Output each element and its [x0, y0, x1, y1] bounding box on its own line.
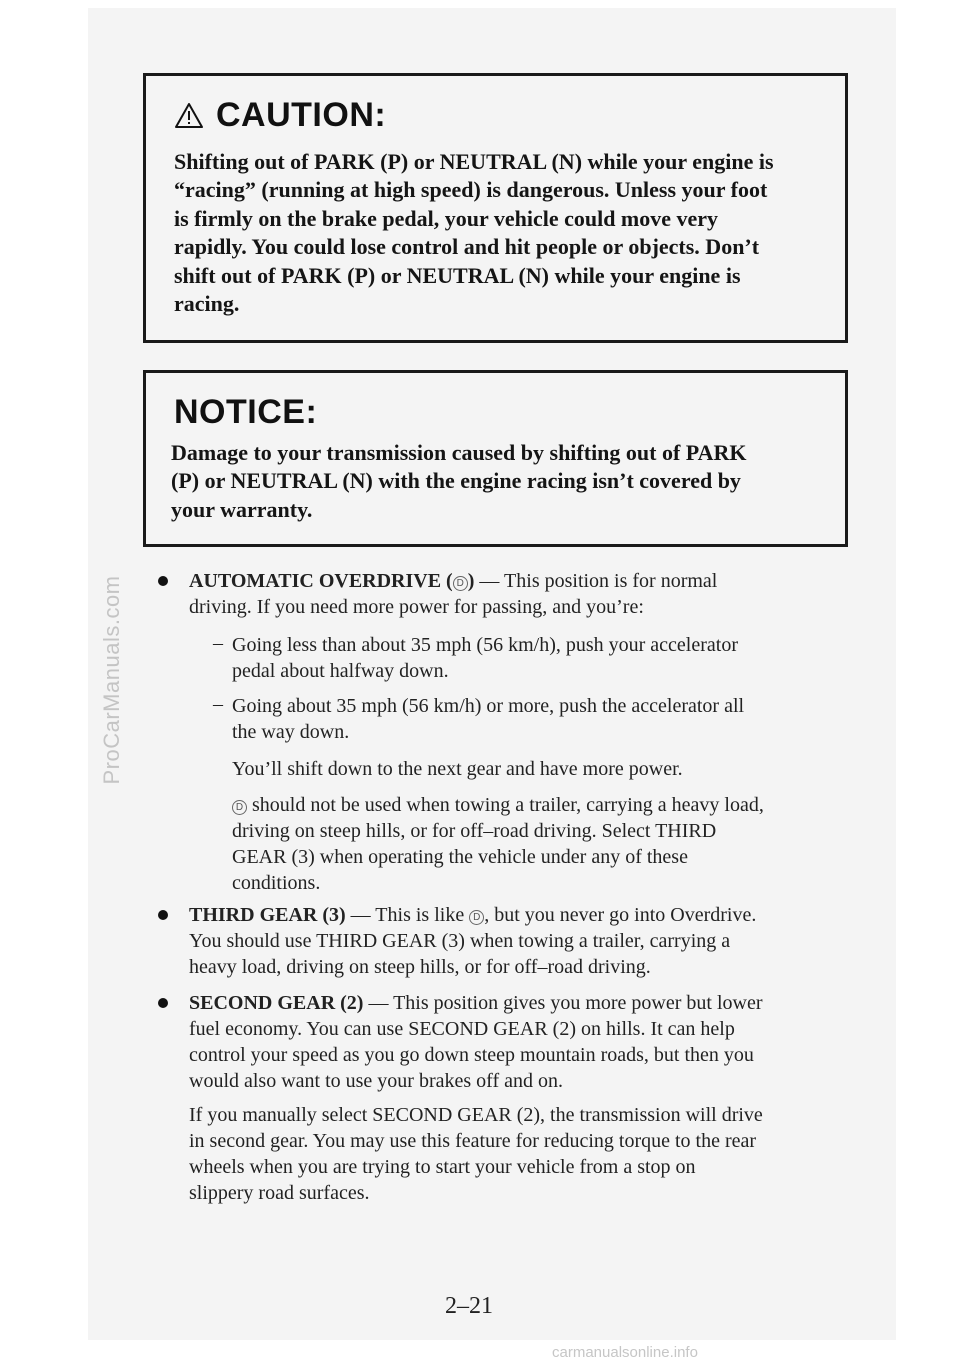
bottom-watermark: carmanualsonline.info	[552, 1344, 698, 1361]
dash-bullet: –	[213, 632, 223, 654]
overdrive-warning-rest: should not be used when towing a trailer, carrying a heavy load,	[247, 794, 764, 816]
overdrive-title-close: )	[467, 570, 475, 592]
bullet-third-gear	[158, 910, 168, 920]
third-gear-section	[189, 902, 859, 980]
notice-box	[143, 370, 848, 547]
third-gear-rest-a: — This is like	[345, 904, 470, 926]
second-gear-title: SECOND GEAR (2)	[189, 992, 364, 1014]
notice-line: your warranty.	[171, 496, 313, 522]
overdrive-d-icon: D	[453, 576, 468, 591]
warning-triangle-icon	[174, 102, 204, 129]
caution-box	[143, 73, 848, 343]
overdrive-warning-line: GEAR (3) when operating the vehicle under any of these	[232, 846, 688, 868]
notice-line: (P) or NEUTRAL (N) with the engine racing isn’t covered by	[171, 468, 741, 494]
overdrive-line1-rest: — This position is for normal	[474, 570, 718, 592]
caution-line: Shifting out of PARK (P) or NEUTRAL (N) while your engine is	[174, 149, 774, 174]
overdrive-line-2: driving. If you need more power for passing, and you’re:	[189, 596, 644, 618]
overdrive-line-1	[189, 568, 849, 594]
sub-line: the way down.	[232, 721, 350, 743]
notice-text	[171, 439, 811, 524]
second-gear-line: would also want to use your brakes off and on.	[189, 1070, 564, 1092]
second-gear-line-1	[189, 990, 859, 1016]
overdrive-warning-line: driving on steep hills, or for off–road driving. Select THIRD	[232, 820, 717, 842]
overdrive-warning-line-1	[232, 792, 852, 818]
third-gear-line: You should use THIRD GEAR (3) when towing a trailer, carrying a	[189, 930, 731, 952]
bullet-overdrive	[158, 576, 168, 586]
second-gear-manual-line: If you manually select SECOND GEAR (2), the transmission will drive	[189, 1104, 763, 1126]
second-gear-line: fuel economy. You can use SECOND GEAR (2) on hills. It can help	[189, 1018, 735, 1040]
overdrive-section	[189, 568, 849, 620]
caution-line: rapidly. You could lose control and hit people or objects. Don’t	[174, 234, 760, 260]
overdrive-warning-line: conditions.	[232, 872, 321, 894]
dash-bullet: –	[213, 693, 223, 715]
overdrive-d-icon: D	[469, 910, 484, 925]
bullet-second-gear	[158, 998, 168, 1008]
overdrive-warning	[232, 792, 852, 896]
second-gear-manual	[189, 1102, 859, 1206]
third-gear-line: heavy load, driving on steep hills, or for off–road driving.	[189, 956, 651, 978]
caution-heading: CAUTION:	[216, 96, 387, 134]
overdrive-sub-2	[232, 693, 852, 745]
third-gear-rest-b: , but you never go into Overdrive.	[484, 904, 757, 926]
second-gear-manual-line: slippery road surfaces.	[189, 1182, 370, 1204]
notice-heading-row	[174, 393, 317, 432]
shift-down-note	[232, 756, 852, 782]
notice-line: Damage to your transmission caused by shifting out of PARK	[171, 440, 747, 465]
second-gear-manual-line: wheels when you are trying to start your vehicle from a stop on	[189, 1156, 696, 1178]
sub-line: pedal about halfway down.	[232, 660, 449, 682]
second-gear-section	[189, 990, 859, 1094]
third-gear-title: THIRD GEAR (3)	[189, 904, 346, 926]
sub-line: Going less than about 35 mph (56 km/h), push your accelerator	[232, 634, 738, 656]
caution-heading-row	[174, 96, 386, 135]
second-gear-rest: — This position gives you more power but lower	[363, 992, 763, 1014]
notice-heading: NOTICE:	[174, 393, 318, 431]
overdrive-sub-1	[232, 632, 852, 684]
third-gear-line-1	[189, 902, 859, 928]
overdrive-title: AUTOMATIC OVERDRIVE (	[189, 570, 453, 592]
caution-line: racing.	[174, 291, 240, 317]
page-number: 2–21	[445, 1293, 493, 1319]
sub-line: Going about 35 mph (56 km/h) or more, push the accelerator all	[232, 695, 745, 717]
second-gear-manual-line: in second gear. You may use this feature for reducing torque to the rear	[189, 1130, 757, 1152]
caution-line: “racing” (running at high speed) is dangerous. Unless your foot	[174, 177, 768, 203]
shift-down-line: You’ll shift down to the next gear and have more power.	[232, 758, 683, 780]
overdrive-d-icon: D	[232, 800, 247, 815]
second-gear-line: control your speed as you go down steep mountain roads, but then you	[189, 1044, 754, 1066]
caution-text	[174, 148, 814, 318]
caution-line: is firmly on the brake pedal, your vehicle could move very	[174, 205, 719, 231]
caution-line: shift out of PARK (P) or NEUTRAL (N) while your engine is	[174, 262, 741, 288]
side-watermark: ProCarManuals.com	[99, 575, 124, 785]
